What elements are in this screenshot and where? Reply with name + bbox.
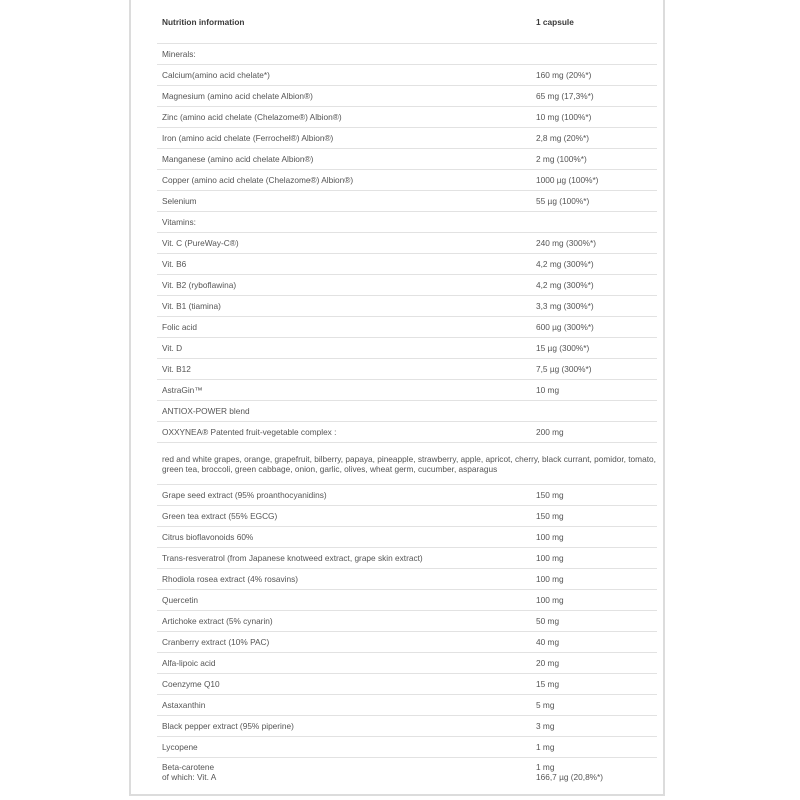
table-row bbox=[157, 695, 657, 716]
ingredient-amount: 200 mg bbox=[531, 422, 657, 443]
ingredient-amount: 2,8 mg (20%*) bbox=[531, 128, 657, 149]
ingredient-amount-line: 166,7 µg (20,8%*) bbox=[536, 772, 604, 782]
table-row bbox=[157, 716, 657, 737]
ingredient-name: Vitamins: bbox=[157, 212, 531, 233]
ingredient-amount: 4,2 mg (300%*) bbox=[531, 254, 657, 275]
ingredient-amount bbox=[531, 212, 657, 233]
ingredient-amount bbox=[531, 401, 657, 422]
ingredient-name: Magnesium (amino acid chelate Albion®) bbox=[157, 86, 531, 107]
ingredient-amount: 150 mg bbox=[531, 485, 657, 506]
table-row bbox=[157, 191, 657, 212]
ingredient-amount: 65 mg (17,3%*) bbox=[531, 86, 657, 107]
table-row bbox=[157, 317, 657, 338]
complex-description: red and white grapes, orange, grapefruit, bilberry, papaya, pineapple, strawberry, apple, apricot, cherry, black currant, pomidor, tomato, green tea, broccoli, green cabbage, onion, garlic, olives, wheat germ, cucumber, asparagus bbox=[157, 443, 657, 485]
ingredient-name-line: of which: Vit. A bbox=[162, 772, 217, 782]
ingredient-amount: 100 mg bbox=[531, 569, 657, 590]
ingredient-name: Vit. C (PureWay-C®) bbox=[157, 233, 531, 254]
table-row bbox=[157, 590, 657, 611]
table-row bbox=[157, 674, 657, 695]
ingredient-amount: 1 mg bbox=[531, 737, 657, 758]
ingredient-name: Grape seed extract (95% proanthocyanidins) bbox=[157, 485, 531, 506]
ingredient-name: AstraGin™ bbox=[157, 380, 531, 401]
ingredient-name: Astaxanthin bbox=[157, 695, 531, 716]
ingredient-name: Citrus bioflavonoids 60% bbox=[157, 527, 531, 548]
table-row bbox=[157, 107, 657, 128]
ingredient-name bbox=[157, 758, 531, 794]
ingredient-name: Trans-resveratrol (from Japanese knotweed extract, grape skin extract) bbox=[157, 548, 531, 569]
nutrition-table bbox=[157, 7, 657, 793]
ingredient-name: Lycopene bbox=[157, 737, 531, 758]
ingredient-amount: 3 mg bbox=[531, 716, 657, 737]
ingredient-amount: 40 mg bbox=[531, 632, 657, 653]
table-row bbox=[157, 275, 657, 296]
ingredient-amount: 160 mg (20%*) bbox=[531, 65, 657, 86]
ingredient-amount: 15 µg (300%*) bbox=[531, 338, 657, 359]
table-row bbox=[157, 296, 657, 317]
table-row bbox=[157, 485, 657, 506]
ingredient-name: Artichoke extract (5% cynarin) bbox=[157, 611, 531, 632]
ingredient-amount: 4,2 mg (300%*) bbox=[531, 275, 657, 296]
ingredient-amount: 20 mg bbox=[531, 653, 657, 674]
ingredient-name: Rhodiola rosea extract (4% rosavins) bbox=[157, 569, 531, 590]
ingredient-name: Vit. B6 bbox=[157, 254, 531, 275]
ingredient-amount: 3,3 mg (300%*) bbox=[531, 296, 657, 317]
ingredient-name: Folic acid bbox=[157, 317, 531, 338]
table-row bbox=[157, 506, 657, 527]
ingredient-name: Vit. B1 (tiamina) bbox=[157, 296, 531, 317]
ingredient-amount: 55 µg (100%*) bbox=[531, 191, 657, 212]
table-row bbox=[157, 380, 657, 401]
table-row bbox=[157, 170, 657, 191]
table-row bbox=[157, 569, 657, 590]
ingredient-amount: 150 mg bbox=[531, 506, 657, 527]
table-row bbox=[157, 611, 657, 632]
table-row bbox=[157, 128, 657, 149]
complex-description-row bbox=[157, 443, 657, 485]
ingredient-amount: 5 mg bbox=[531, 695, 657, 716]
table-row bbox=[157, 65, 657, 86]
table-row bbox=[157, 653, 657, 674]
ingredient-name: Iron (amino acid chelate (Ferrochel®) Albion®) bbox=[157, 128, 531, 149]
ingredient-amount-line: 1 mg bbox=[536, 762, 555, 772]
table-row bbox=[157, 149, 657, 170]
table-row bbox=[157, 44, 657, 65]
ingredient-amount: 100 mg bbox=[531, 527, 657, 548]
ingredient-amount bbox=[531, 758, 657, 794]
ingredient-name: Copper (amino acid chelate (Chelazome®) Albion®) bbox=[157, 170, 531, 191]
ingredient-amount: 600 µg (300%*) bbox=[531, 317, 657, 338]
header-nutrition-information: Nutrition information bbox=[157, 7, 531, 44]
table-row bbox=[157, 737, 657, 758]
ingredient-name: Manganese (amino acid chelate Albion®) bbox=[157, 149, 531, 170]
ingredient-name: OXXYNEA® Patented fruit-vegetable complex : bbox=[157, 422, 531, 443]
table-row bbox=[157, 632, 657, 653]
ingredient-amount: 100 mg bbox=[531, 590, 657, 611]
ingredient-name: Quercetin bbox=[157, 590, 531, 611]
ingredient-amount: 2 mg (100%*) bbox=[531, 149, 657, 170]
header-serving-size: 1 capsule bbox=[531, 7, 657, 44]
ingredient-name: Vit. B2 (ryboflawina) bbox=[157, 275, 531, 296]
ingredient-name: Calcium(amino acid chelate*) bbox=[157, 65, 531, 86]
table-row bbox=[157, 527, 657, 548]
ingredient-name: Cranberry extract (10% PAC) bbox=[157, 632, 531, 653]
ingredient-amount: 15 mg bbox=[531, 674, 657, 695]
ingredient-name: Minerals: bbox=[157, 44, 531, 65]
table-row bbox=[157, 254, 657, 275]
ingredient-amount: 7,5 µg (300%*) bbox=[531, 359, 657, 380]
table-row bbox=[157, 359, 657, 380]
ingredient-name: Black pepper extract (95% piperine) bbox=[157, 716, 531, 737]
ingredient-amount: 240 mg (300%*) bbox=[531, 233, 657, 254]
table-row bbox=[157, 86, 657, 107]
table-row-beta-carotene bbox=[157, 758, 657, 794]
ingredient-name: Green tea extract (55% EGCG) bbox=[157, 506, 531, 527]
ingredient-amount: 100 mg bbox=[531, 548, 657, 569]
ingredient-amount bbox=[531, 44, 657, 65]
ingredient-amount: 1000 µg (100%*) bbox=[531, 170, 657, 191]
table-header-row bbox=[157, 7, 657, 44]
table-row bbox=[157, 422, 657, 443]
ingredient-amount: 50 mg bbox=[531, 611, 657, 632]
ingredient-amount: 10 mg (100%*) bbox=[531, 107, 657, 128]
ingredient-name: Vit. D bbox=[157, 338, 531, 359]
ingredient-name: ANTIOX-POWER blend bbox=[157, 401, 531, 422]
table-row bbox=[157, 212, 657, 233]
table-row bbox=[157, 401, 657, 422]
ingredient-name: Alfa-lipoic acid bbox=[157, 653, 531, 674]
ingredient-name: Selenium bbox=[157, 191, 531, 212]
ingredient-name: Vit. B12 bbox=[157, 359, 531, 380]
table-row bbox=[157, 233, 657, 254]
ingredient-amount: 10 mg bbox=[531, 380, 657, 401]
ingredient-name: Zinc (amino acid chelate (Chelazome®) Albion®) bbox=[157, 107, 531, 128]
table-row bbox=[157, 548, 657, 569]
ingredient-name: Coenzyme Q10 bbox=[157, 674, 531, 695]
ingredient-name-line: Beta-carotene bbox=[162, 762, 215, 772]
table-row bbox=[157, 338, 657, 359]
